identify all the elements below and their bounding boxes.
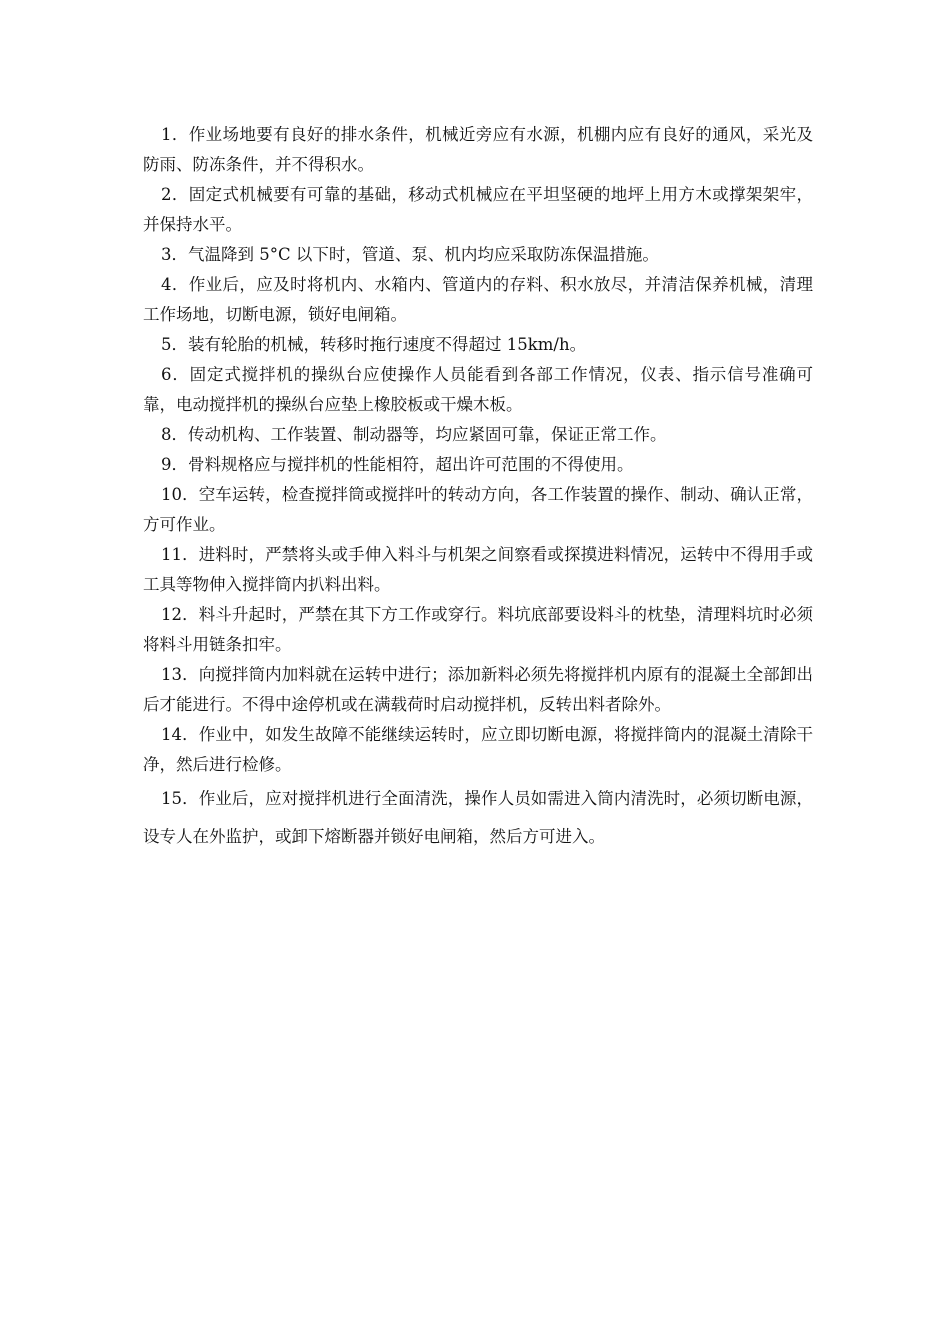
paragraph-5: 5．装有轮胎的机械，转移时拖行速度不得超过 15km/h。: [161, 335, 587, 354]
paragraph-11: 11．进料时，严禁将头或手伸入料斗与机架之间察看或探摸进料情况，运转中不得用手或工具等物伸入搅拌筒内扒料出料。: [143, 545, 813, 594]
paragraph-4: 4．作业后，应及时将机内、水箱内、管道内的存料、积水放尽，并清洁保养机械，清理工作场地，切断电源，锁好电闸箱。: [143, 275, 813, 324]
paragraph-15: 15．作业后，应对搅拌机进行全面清洗，操作人员如需进入筒内清洗时，必须切断电源，设专人在外监护，或卸下熔断器并锁好电闸箱，然后方可进入。: [143, 789, 813, 846]
paragraph-6: 6．固定式搅拌机的操纵台应使操作人员能看到各部工作情况，仪表、指示信号准确可靠，电动搅拌机的操纵台应垫上橡胶板或干燥木板。: [143, 365, 813, 414]
paragraph-9: 9．骨料规格应与搅拌机的性能相符，超出许可范围的不得使用。: [161, 455, 634, 474]
paragraph-14: 14．作业中，如发生故障不能继续运转时，应立即切断电源，将搅拌筒内的混凝土清除干净，然后进行检修。: [143, 725, 813, 774]
paragraph-10: 10．空车运转，检查搅拌筒或搅拌叶的转动方向，各工作装置的操作、制动、确认正常，方可作业。: [143, 485, 813, 534]
paragraph-1: 1．作业场地要有良好的排水条件，机械近旁应有水源，机棚内应有良好的通风，采光及防雨、防冻条件，并不得积水。: [143, 125, 813, 174]
paragraph-3: 3．气温降到 5°C 以下时，管道、泵、机内均应采取防冻保温措施。: [161, 245, 659, 264]
paragraph-13: 13．向搅拌筒内加料就在运转中进行；添加新料必须先将搅拌机内原有的混凝土全部卸出后才能进行。不得中途停机或在满载荷时启动搅拌机，反转出料者除外。: [143, 665, 813, 714]
paragraph-2: 2．固定式机械要有可靠的基础，移动式机械应在平坦坚硬的地坪上用方木或撑架架牢，并保持水平。: [143, 185, 813, 234]
paragraph-12: 12．料斗升起时，严禁在其下方工作或穿行。料坑底部要设料斗的枕垫，清理料坑时必须将料斗用链条扣牢。: [143, 605, 813, 654]
paragraph-8: 8．传动机构、工作装置、制动器等，均应紧固可靠，保证正常工作。: [161, 425, 667, 444]
document-body: [143, 120, 813, 856]
